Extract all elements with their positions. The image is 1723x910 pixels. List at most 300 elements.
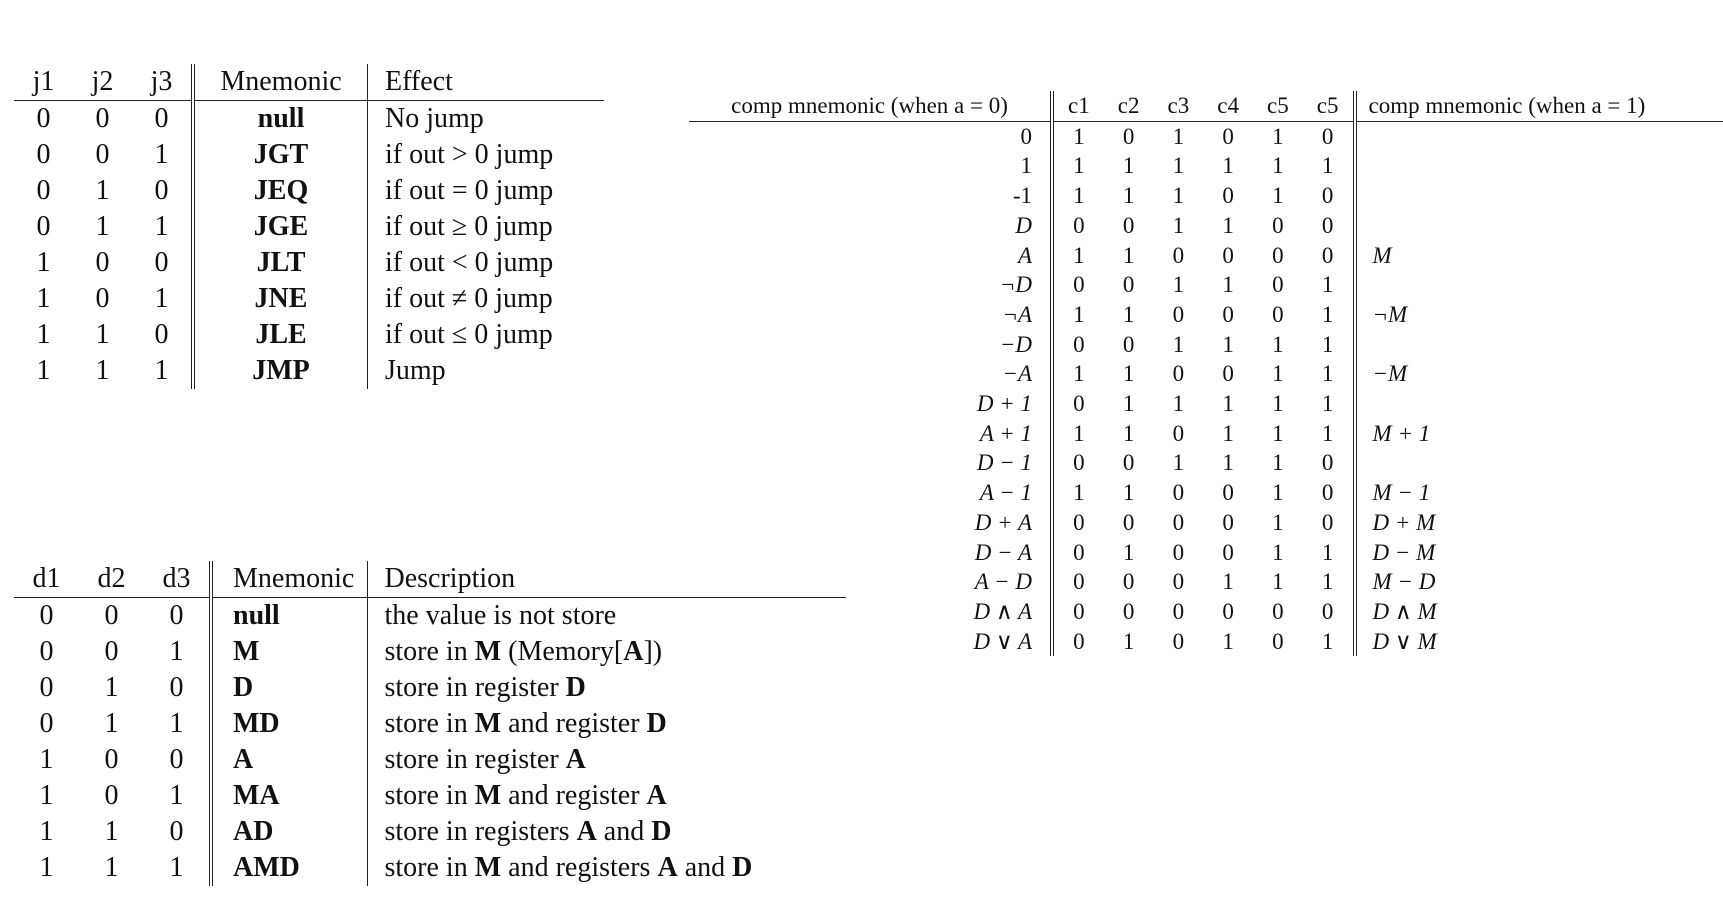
comp-bit-c6: 1 (1303, 627, 1355, 657)
bit-j2: 1 (95, 175, 110, 206)
comp-bit-c3: 0 (1172, 628, 1185, 654)
table-row (14, 670, 846, 706)
comp-bit-c4: 0 (1222, 123, 1234, 149)
comp-bit-c1: 0 (1073, 331, 1085, 357)
comp-bit-c4: 0 (1222, 361, 1234, 387)
comp-bit-c5: 0 (1272, 628, 1284, 654)
description-segment: D (732, 852, 753, 883)
comp-bit-c4: 0 (1222, 301, 1234, 327)
comp-a0-mnemonic: D − A (689, 538, 1052, 568)
bit-d2: 1 (104, 852, 119, 883)
header-comp-a0-text: comp mnemonic (when a = 0) (731, 93, 1008, 118)
bit-d2: 0 (104, 600, 119, 631)
comp-a1-mnemonic: D + M (1372, 509, 1436, 535)
comp-bit-c2: 0 (1122, 123, 1135, 149)
comp-bit-c5: 1 (1272, 123, 1284, 149)
bit-d1: 1 (39, 852, 54, 883)
comp-a1-mnemonic: D − M (1372, 539, 1436, 565)
comp-bit-c4: 0 (1222, 480, 1234, 506)
bit-d2: 0 (104, 636, 119, 667)
comp-bit-c4: 1 (1222, 212, 1234, 238)
bit-d3: 1 (144, 850, 211, 886)
dest-description (367, 742, 846, 778)
dest-description (367, 778, 846, 814)
comp-bit-c1: 1 (1073, 153, 1085, 179)
bit-j2: 0 (95, 103, 110, 134)
dest-mnemonic: A (211, 742, 367, 778)
comp-bit-c3: 1 (1172, 450, 1185, 476)
table-row (14, 778, 846, 814)
comp-a0-mnemonic: D (689, 211, 1052, 241)
comp-bit-c1: 0 (1073, 569, 1085, 595)
header-comp-a0 (689, 91, 1052, 121)
comp-a0-mnemonic: 0 (689, 121, 1052, 151)
comp-a0-mnemonic: A (689, 241, 1052, 271)
bit-d1: 0 (39, 600, 54, 631)
comp-bit-c4: 1 (1222, 569, 1234, 595)
bit-j3: 1 (132, 209, 193, 245)
bit-d3: 0 (144, 598, 211, 635)
bit-j3: 0 (132, 245, 193, 281)
comp-bit-c3: 1 (1172, 331, 1185, 357)
comp-a1-mnemonic: M − 1 (1372, 480, 1431, 506)
comp-bit-c3: 0 (1172, 242, 1185, 268)
jump-header-row (14, 64, 604, 101)
comp-a1-mnemonic: −M (1372, 361, 1408, 387)
description-segment: store in (384, 780, 475, 811)
comp-bit-c6: 0 (1303, 121, 1355, 151)
comp-bit-c5: 0 (1272, 212, 1284, 238)
comp-bit-c3: 0 (1172, 539, 1185, 565)
header-c1: c1 (1052, 91, 1104, 121)
comp-a1-mnemonic (1355, 389, 1723, 419)
comp-a1-mnemonic: M (1372, 242, 1392, 268)
dest-description (367, 706, 846, 742)
comp-bit-c2: 1 (1122, 361, 1135, 387)
bit-d2: 1 (104, 816, 119, 847)
description-segment: store in register (384, 672, 566, 703)
dest-description (367, 850, 846, 886)
comp-bit-c2: 1 (1122, 480, 1135, 506)
comp-bit-c3: 0 (1172, 420, 1185, 446)
comp-bit-c6: 1 (1303, 538, 1355, 568)
table-row (689, 567, 1723, 597)
bit-j2: 1 (95, 211, 110, 242)
comp-bit-c3: 0 (1172, 509, 1185, 535)
comp-bit-c4: 1 (1222, 153, 1234, 179)
jump-effect: if out ≠ 0 jump (385, 283, 553, 314)
comp-bit-c5: 1 (1272, 539, 1284, 565)
bit-d3: 0 (144, 814, 211, 850)
comp-bit-c2: 1 (1122, 420, 1135, 446)
comp-a1-mnemonic (1355, 270, 1723, 300)
comp-bit-c4: 0 (1222, 509, 1234, 535)
bit-j3: 0 (132, 317, 193, 353)
comp-bit-c5: 1 (1272, 509, 1284, 535)
description-segment: and (596, 816, 652, 847)
comp-bit-c5: 0 (1272, 242, 1284, 268)
comp-bit-c3: 1 (1172, 153, 1185, 179)
description-segment: D (651, 816, 672, 847)
comp-bit-c1: 0 (1073, 509, 1085, 535)
table-row (689, 478, 1723, 508)
comp-bit-c1: 0 (1073, 539, 1085, 565)
jump-mnemonic: JEQ (193, 173, 368, 209)
description-segment: store in registers (384, 816, 577, 847)
comp-a0-mnemonic: D + A (689, 508, 1052, 538)
comp-bit-c1: 1 (1073, 301, 1085, 327)
table-row (689, 627, 1723, 657)
bit-d3: 1 (144, 778, 211, 814)
comp-bit-c3: 1 (1172, 183, 1185, 209)
comp-a1-mnemonic (1355, 330, 1723, 360)
description-segment: M (474, 852, 502, 883)
header-d1: d1 (14, 561, 79, 598)
jump-mnemonic: JLE (193, 317, 368, 353)
comp-bit-c4: 0 (1222, 539, 1234, 565)
table-row (689, 151, 1723, 181)
comp-bit-c1: 0 (1073, 598, 1085, 624)
bit-d3: 0 (144, 670, 211, 706)
comp-bit-c6: 1 (1303, 330, 1355, 360)
header-j1: j1 (14, 64, 73, 101)
comp-bit-c5: 1 (1272, 569, 1284, 595)
table-row (689, 419, 1723, 449)
comp-bit-c2: 1 (1122, 242, 1135, 268)
table-row (14, 317, 604, 353)
comp-bit-c1: 1 (1073, 420, 1085, 446)
header-mnemonic: Mnemonic (193, 64, 368, 101)
comp-bit-c6: 0 (1303, 478, 1355, 508)
comp-bit-c1: 1 (1073, 123, 1085, 149)
bit-j1: 1 (36, 355, 51, 386)
bit-d3: 0 (144, 742, 211, 778)
jump-mnemonic: null (193, 101, 368, 138)
description-segment: and register (501, 780, 647, 811)
header-comp-a1: comp mnemonic (when a = 1) (1355, 91, 1723, 121)
comp-bit-c5: 0 (1272, 272, 1284, 298)
comp-bit-c2: 1 (1122, 391, 1135, 417)
jump-mnemonic: JMP (193, 353, 368, 389)
comp-bit-c3: 0 (1172, 598, 1185, 624)
header-c3: c3 (1154, 91, 1204, 121)
comp-bit-c2: 1 (1122, 539, 1135, 565)
header-c5: c5 (1253, 91, 1303, 121)
bit-j1: 0 (36, 103, 51, 134)
comp-a0-mnemonic: D − 1 (689, 448, 1052, 478)
jump-effect: if out = 0 jump (385, 175, 554, 206)
comp-a1-mnemonic (1355, 211, 1723, 241)
comp-bit-c3: 1 (1172, 212, 1185, 238)
bit-j1: 0 (36, 139, 51, 170)
dest-mnemonic: MD (211, 706, 367, 742)
header-d2: d2 (79, 561, 144, 598)
comp-bit-c3: 0 (1172, 301, 1185, 327)
comp-bit-c3: 0 (1172, 569, 1185, 595)
comp-bit-c5: 1 (1272, 391, 1284, 417)
comp-bit-c5: 1 (1272, 331, 1284, 357)
comp-bit-c4: 1 (1222, 420, 1234, 446)
comp-a0-mnemonic: D ∧ A (689, 597, 1052, 627)
header-d3: d3 (144, 561, 211, 598)
comp-bit-c1: 1 (1073, 183, 1085, 209)
comp-a0-mnemonic: ¬A (689, 300, 1052, 330)
comp-bit-c4: 0 (1222, 242, 1234, 268)
table-row (689, 359, 1723, 389)
comp-bit-c4: 1 (1222, 628, 1234, 654)
comp-bit-c6: 0 (1303, 211, 1355, 241)
comp-a0-mnemonic: 1 (689, 151, 1052, 181)
table-row (14, 101, 604, 138)
bit-d1: 1 (39, 780, 54, 811)
comp-bit-c2: 1 (1122, 153, 1135, 179)
bit-j2: 1 (95, 355, 110, 386)
header-j2: j2 (73, 64, 132, 101)
jump-effect: if out < 0 jump (385, 247, 554, 278)
header-effect: Effect (368, 64, 605, 101)
comp-bit-c2: 1 (1122, 183, 1135, 209)
table-row (689, 448, 1723, 478)
comp-a0-mnemonic: D + 1 (689, 389, 1052, 419)
bit-j1: 0 (36, 211, 51, 242)
description-segment: store in (384, 852, 475, 883)
bit-d1: 0 (39, 672, 54, 703)
comp-a0-mnemonic: −D (689, 330, 1052, 360)
table-row (14, 137, 604, 173)
description-segment: A (646, 780, 667, 811)
comp-bit-c6: 0 (1303, 508, 1355, 538)
comp-bit-c2: 0 (1122, 509, 1135, 535)
comp-bit-c6: 1 (1303, 270, 1355, 300)
description-segment: A (565, 744, 586, 775)
table-row (689, 121, 1723, 151)
table-row (14, 850, 846, 886)
comp-bit-c1: 0 (1073, 391, 1085, 417)
comp-bit-c3: 0 (1172, 480, 1185, 506)
table-row (689, 270, 1723, 300)
comp-a0-mnemonic: D ∨ A (689, 627, 1052, 657)
bit-d1: 1 (39, 816, 54, 847)
comp-bit-c2: 1 (1122, 628, 1135, 654)
comp-bit-c4: 0 (1222, 183, 1234, 209)
table-row (14, 281, 604, 317)
jump-table (14, 64, 604, 389)
table-row (689, 181, 1723, 211)
comp-bit-c1: 0 (1073, 212, 1085, 238)
comp-bit-c6: 0 (1303, 597, 1355, 627)
comp-a1-mnemonic: M + 1 (1372, 420, 1431, 446)
dest-mnemonic: MA (211, 778, 367, 814)
comp-bit-c1: 0 (1073, 450, 1085, 476)
bit-j2: 0 (95, 139, 110, 170)
description-segment: A (623, 636, 644, 667)
header-c4: c4 (1203, 91, 1253, 121)
comp-bit-c2: 0 (1122, 598, 1135, 624)
header-j3: j3 (132, 64, 193, 101)
comp-bit-c3: 1 (1172, 272, 1185, 298)
bit-j1: 1 (36, 283, 51, 314)
comp-a1-mnemonic (1355, 181, 1723, 211)
header-description: Description (367, 561, 846, 598)
comp-bit-c5: 1 (1272, 480, 1284, 506)
jump-mnemonic: JNE (193, 281, 368, 317)
bit-d2: 1 (104, 672, 119, 703)
dest-mnemonic: AD (211, 814, 367, 850)
comp-bit-c3: 0 (1172, 361, 1185, 387)
dest-mnemonic: M (211, 634, 367, 670)
bit-j3: 1 (132, 281, 193, 317)
comp-bit-c1: 0 (1073, 272, 1085, 298)
table-row (14, 173, 604, 209)
comp-bit-c1: 0 (1073, 628, 1085, 654)
description-segment: D (646, 708, 667, 739)
comp-a0-mnemonic: A + 1 (689, 419, 1052, 449)
description-segment: (Memory[ (501, 636, 624, 667)
description-segment: M (474, 636, 502, 667)
bit-j1: 1 (36, 247, 51, 278)
dest-description (367, 814, 846, 850)
description-segment: A (657, 852, 678, 883)
comp-a1-mnemonic (1355, 448, 1723, 478)
comp-bit-c4: 1 (1222, 331, 1234, 357)
dest-description (367, 670, 846, 706)
comp-a1-mnemonic (1355, 151, 1723, 181)
bit-j2: 1 (95, 319, 110, 350)
comp-bit-c2: 0 (1122, 212, 1135, 238)
comp-bit-c6: 0 (1303, 241, 1355, 271)
comp-a1-mnemonic: M − D (1372, 569, 1436, 595)
description-segment: ]) (643, 636, 663, 667)
bit-j3: 0 (132, 101, 193, 138)
comp-a1-mnemonic (1355, 121, 1723, 151)
description-segment: D (565, 672, 586, 703)
comp-bit-c4: 0 (1222, 598, 1234, 624)
description-segment: M (474, 708, 502, 739)
description-segment: store in (384, 708, 475, 739)
description-segment: and (677, 852, 733, 883)
comp-a1-mnemonic: D ∧ M (1372, 598, 1437, 624)
comp-bit-c6: 1 (1303, 151, 1355, 181)
table-row (689, 389, 1723, 419)
bit-d2: 0 (104, 744, 119, 775)
comp-bit-c5: 0 (1272, 598, 1284, 624)
bit-j1: 0 (36, 175, 51, 206)
comp-bit-c5: 1 (1272, 153, 1284, 179)
jump-effect: if out > 0 jump (385, 139, 554, 170)
comp-bit-c6: 1 (1303, 419, 1355, 449)
comp-bit-c4: 1 (1222, 450, 1234, 476)
table-row (689, 211, 1723, 241)
header-c5b: c5 (1303, 91, 1355, 121)
comp-bit-c4: 1 (1222, 391, 1234, 417)
comp-bit-c5: 1 (1272, 450, 1284, 476)
bit-d1: 0 (39, 636, 54, 667)
bit-j2: 0 (95, 283, 110, 314)
dest-mnemonic: null (211, 598, 367, 635)
comp-bit-c1: 1 (1073, 242, 1085, 268)
comp-bit-c1: 1 (1073, 480, 1085, 506)
comp-bit-c5: 1 (1272, 183, 1284, 209)
table-row (14, 706, 846, 742)
table-row (14, 814, 846, 850)
comp-bit-c2: 1 (1122, 301, 1135, 327)
description-segment: A (576, 816, 597, 847)
comp-a0-mnemonic: -1 (689, 181, 1052, 211)
jump-effect: No jump (385, 103, 484, 134)
comp-header-row (689, 91, 1723, 121)
bit-d2: 1 (104, 708, 119, 739)
comp-a1-mnemonic: D ∨ M (1372, 628, 1437, 654)
comp-a0-mnemonic: A − D (689, 567, 1052, 597)
bit-d3: 1 (144, 634, 211, 670)
comp-bit-c4: 1 (1222, 272, 1234, 298)
description-segment: and registers (501, 852, 658, 883)
bit-j3: 0 (132, 173, 193, 209)
jump-mnemonic: JGE (193, 209, 368, 245)
bit-d1: 1 (39, 744, 54, 775)
description-segment: and register (501, 708, 647, 739)
description-segment: M (474, 780, 502, 811)
jump-effect: if out ≤ 0 jump (385, 319, 553, 350)
comp-bit-c5: 1 (1272, 420, 1284, 446)
table-row (689, 538, 1723, 568)
comp-bit-c2: 0 (1122, 569, 1135, 595)
table-row (689, 508, 1723, 538)
bit-j3: 1 (132, 137, 193, 173)
table-row (14, 742, 846, 778)
comp-bit-c6: 1 (1303, 389, 1355, 419)
comp-bit-c3: 1 (1172, 123, 1185, 149)
comp-bit-c2: 0 (1122, 331, 1135, 357)
comp-a0-mnemonic: ¬D (689, 270, 1052, 300)
comp-bit-c6: 0 (1303, 181, 1355, 211)
comp-a0-mnemonic: −A (689, 359, 1052, 389)
comp-bit-c6: 1 (1303, 300, 1355, 330)
table-row (14, 245, 604, 281)
table-row (689, 597, 1723, 627)
jump-mnemonic: JGT (193, 137, 368, 173)
jump-effect: Jump (385, 355, 446, 386)
comp-bit-c6: 1 (1303, 359, 1355, 389)
comp-bit-c3: 1 (1172, 391, 1185, 417)
comp-bit-c2: 0 (1122, 272, 1135, 298)
bit-j2: 0 (95, 247, 110, 278)
comp-table (689, 91, 1723, 656)
table-row (689, 330, 1723, 360)
comp-bit-c6: 1 (1303, 567, 1355, 597)
comp-bit-c6: 0 (1303, 448, 1355, 478)
comp-bit-c1: 1 (1073, 361, 1085, 387)
dest-mnemonic: AMD (211, 850, 367, 886)
description-segment: store in register (384, 744, 566, 775)
jump-effect: if out ≥ 0 jump (385, 211, 553, 242)
table-row (689, 300, 1723, 330)
description-segment: store in (384, 636, 475, 667)
bit-d3: 1 (144, 706, 211, 742)
bit-d2: 0 (104, 780, 119, 811)
bit-j1: 1 (36, 319, 51, 350)
description-segment: the value is not store (384, 600, 617, 631)
header-c2: c2 (1104, 91, 1154, 121)
jump-mnemonic: JLT (193, 245, 368, 281)
table-row (689, 241, 1723, 271)
comp-bit-c5: 1 (1272, 361, 1284, 387)
header-mnemonic: Mnemonic (211, 561, 367, 598)
comp-a0-mnemonic: A − 1 (689, 478, 1052, 508)
bit-d1: 0 (39, 708, 54, 739)
comp-a1-mnemonic: ¬M (1372, 301, 1408, 327)
table-row (14, 353, 604, 389)
